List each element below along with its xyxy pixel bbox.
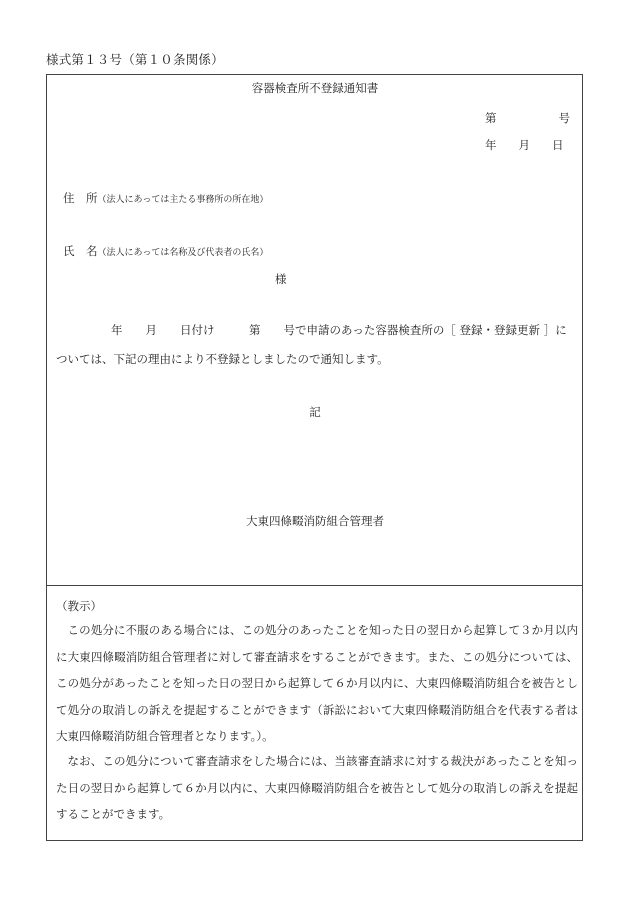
ki-heading: 記 bbox=[309, 405, 321, 419]
name-note: （法人にあっては名称及び代表者の氏名） bbox=[97, 248, 269, 258]
notice-paragraph-1: この処分に不服のある場合には、この処分のあったことを知った日の翌日から起算して３か月以内に大東四條畷消防組合管理者に対して審査請求をすることができます。また、この処分については、この処分があったことを知った日の翌日から起算して６か月以内に、大東四條畷消防組合を被告として処分の取消しの訴えを提起することができます（訴訟において大東四條畷消防組合を代表する者は大東四條畷消防組合管理者となります。）。 bbox=[56, 623, 578, 743]
notice-paragraph-2: なお、この処分について審査請求をした場合には、当該審査請求に対する裁決があったことを知った日の翌日から起算して６か月以内に、大東四條畷消防組合を被告として処分の取消しの訴えを提起することができます。 bbox=[56, 754, 578, 821]
section-divider bbox=[46, 585, 583, 586]
date-year: 年 bbox=[485, 138, 497, 152]
document-title: 容器検査所不登録通知書 bbox=[251, 81, 379, 95]
address-label: 住 所 bbox=[63, 191, 98, 205]
notice-heading: （教示） bbox=[56, 599, 102, 613]
honorific: 様 bbox=[275, 272, 287, 286]
name-field bbox=[63, 243, 268, 259]
body-text-line1: 年 月 日付け 第 号で申請のあった容器検査所の［ 登録・登録更新 ］に bbox=[111, 323, 567, 337]
number-suffix: 号 bbox=[558, 111, 570, 125]
date-day: 日 bbox=[552, 138, 564, 152]
address-field bbox=[63, 190, 268, 206]
number-prefix: 第 bbox=[485, 111, 497, 125]
issuer-name: 大東四條畷消防組合管理者 bbox=[246, 514, 384, 528]
document-date-row bbox=[485, 137, 564, 153]
document-number-row bbox=[485, 110, 570, 126]
form-number-label: 様式第１３号（第１０条関係） bbox=[46, 52, 224, 67]
date-month: 月 bbox=[518, 138, 530, 152]
body-text-line2: ついては、下記の理由により不登録としましたので通知します。 bbox=[56, 352, 389, 366]
name-label: 氏 名 bbox=[63, 244, 98, 258]
address-note: （法人にあっては主たる事務所の所在地） bbox=[97, 195, 269, 205]
